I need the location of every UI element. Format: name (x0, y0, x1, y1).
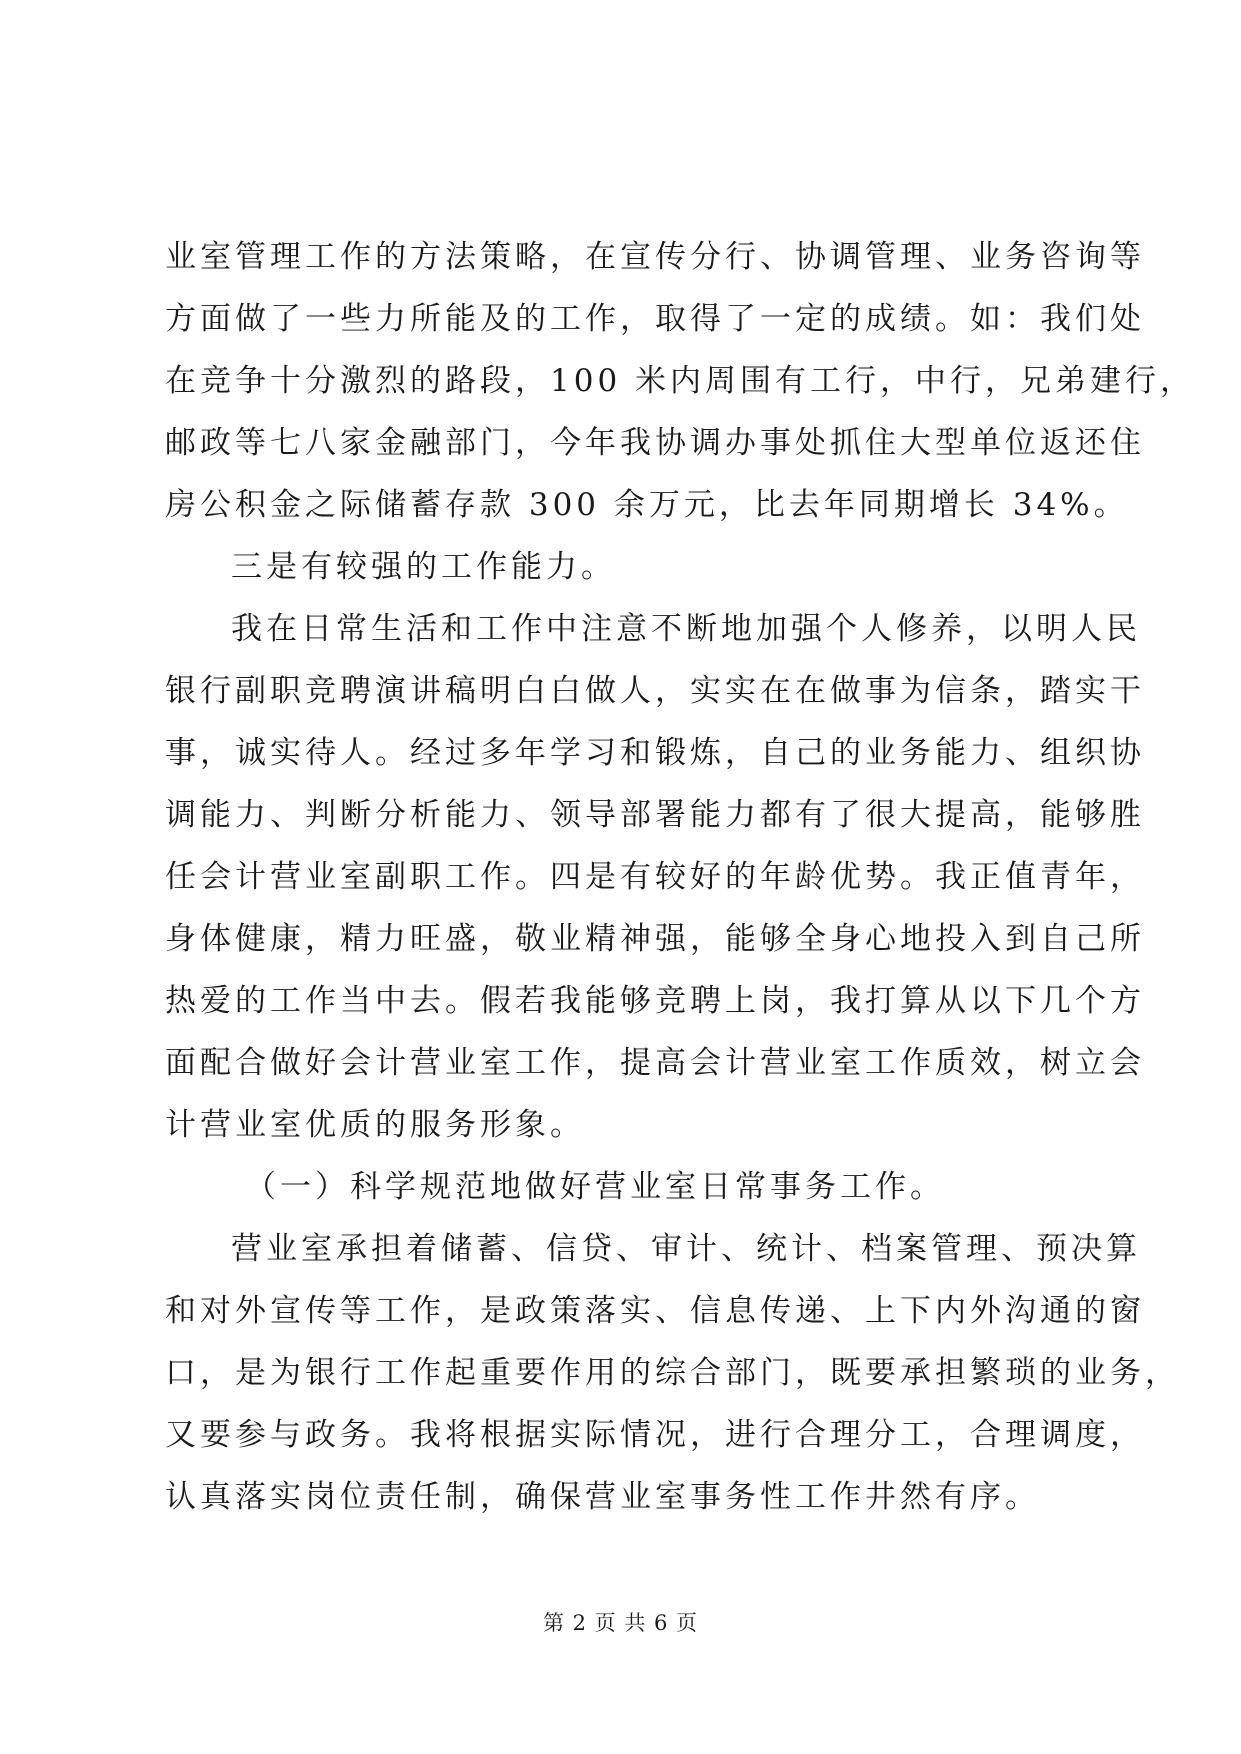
text-line: 邮政等七八家金融部门，今年我协调办事处抓住大型单位返还住 (165, 425, 1145, 461)
text-line: 计营业室优质的服务形象。 (165, 1107, 585, 1143)
text-line: 调能力、判断分析能力、领导部署能力都有了很大提高，能够胜 (165, 797, 1145, 833)
text-line: 热爱的工作当中去。假若我能够竞聘上岗，我打算从以下几个方 (165, 983, 1145, 1019)
text-line: 认真落实岗位责任制，确保营业室事务性工作井然有序。 (165, 1479, 1040, 1515)
page-number-footer: 第 2 页 共 6 页 (542, 1611, 699, 1635)
text-line: 业室管理工作的方法策略，在宣传分行、协调管理、业务咨询等 (165, 239, 1145, 275)
text-line: 在竞争十分激烈的路段，100 米内周围有工行，中行，兄弟建行， (165, 363, 1196, 399)
section-heading: （一）科学规范地做好营业室日常事务工作。 (245, 1169, 945, 1205)
text-line: 口，是为银行工作起重要作用的综合部门，既要承担繁琐的业务， (165, 1355, 1180, 1391)
text-line: 面配合做好会计营业室工作，提高会计营业室工作质效，树立会 (165, 1045, 1145, 1081)
text-line: 事，诚实待人。经过多年学习和锻炼，自己的业务能力、组织协 (165, 735, 1145, 771)
text-line: 又要参与政务。我将根据实际情况，进行合理分工，合理调度， (165, 1417, 1145, 1453)
text-line: 和对外宣传等工作，是政策落实、信息传递、上下内外沟通的窗 (165, 1293, 1145, 1329)
text-line: 方面做了一些力所能及的工作，取得了一定的成绩。如：我们处 (165, 301, 1145, 337)
text-line: 任会计营业室副职工作。四是有较好的年龄优势。我正值青年， (165, 859, 1145, 895)
text-line: 身体健康，精力旺盛，敬业精神强，能够全身心地投入到自己所 (165, 921, 1145, 957)
body-text (165, 226, 1196, 1528)
text-line: 房公积金之际储蓄存款 300 余万元，比去年同期增长 34%。 (165, 487, 1129, 523)
text-line: 我在日常生活和工作中注意不断地加强个人修养，以明人民 (231, 611, 1141, 647)
text-line: 银行副职竞聘演讲稿明白白做人，实实在在做事为信条，踏实干 (165, 673, 1145, 709)
text-line: 营业室承担着储蓄、信贷、审计、统计、档案管理、预决算 (231, 1231, 1141, 1267)
paragraph-heading: 三是有较强的工作能力。 (231, 549, 616, 585)
